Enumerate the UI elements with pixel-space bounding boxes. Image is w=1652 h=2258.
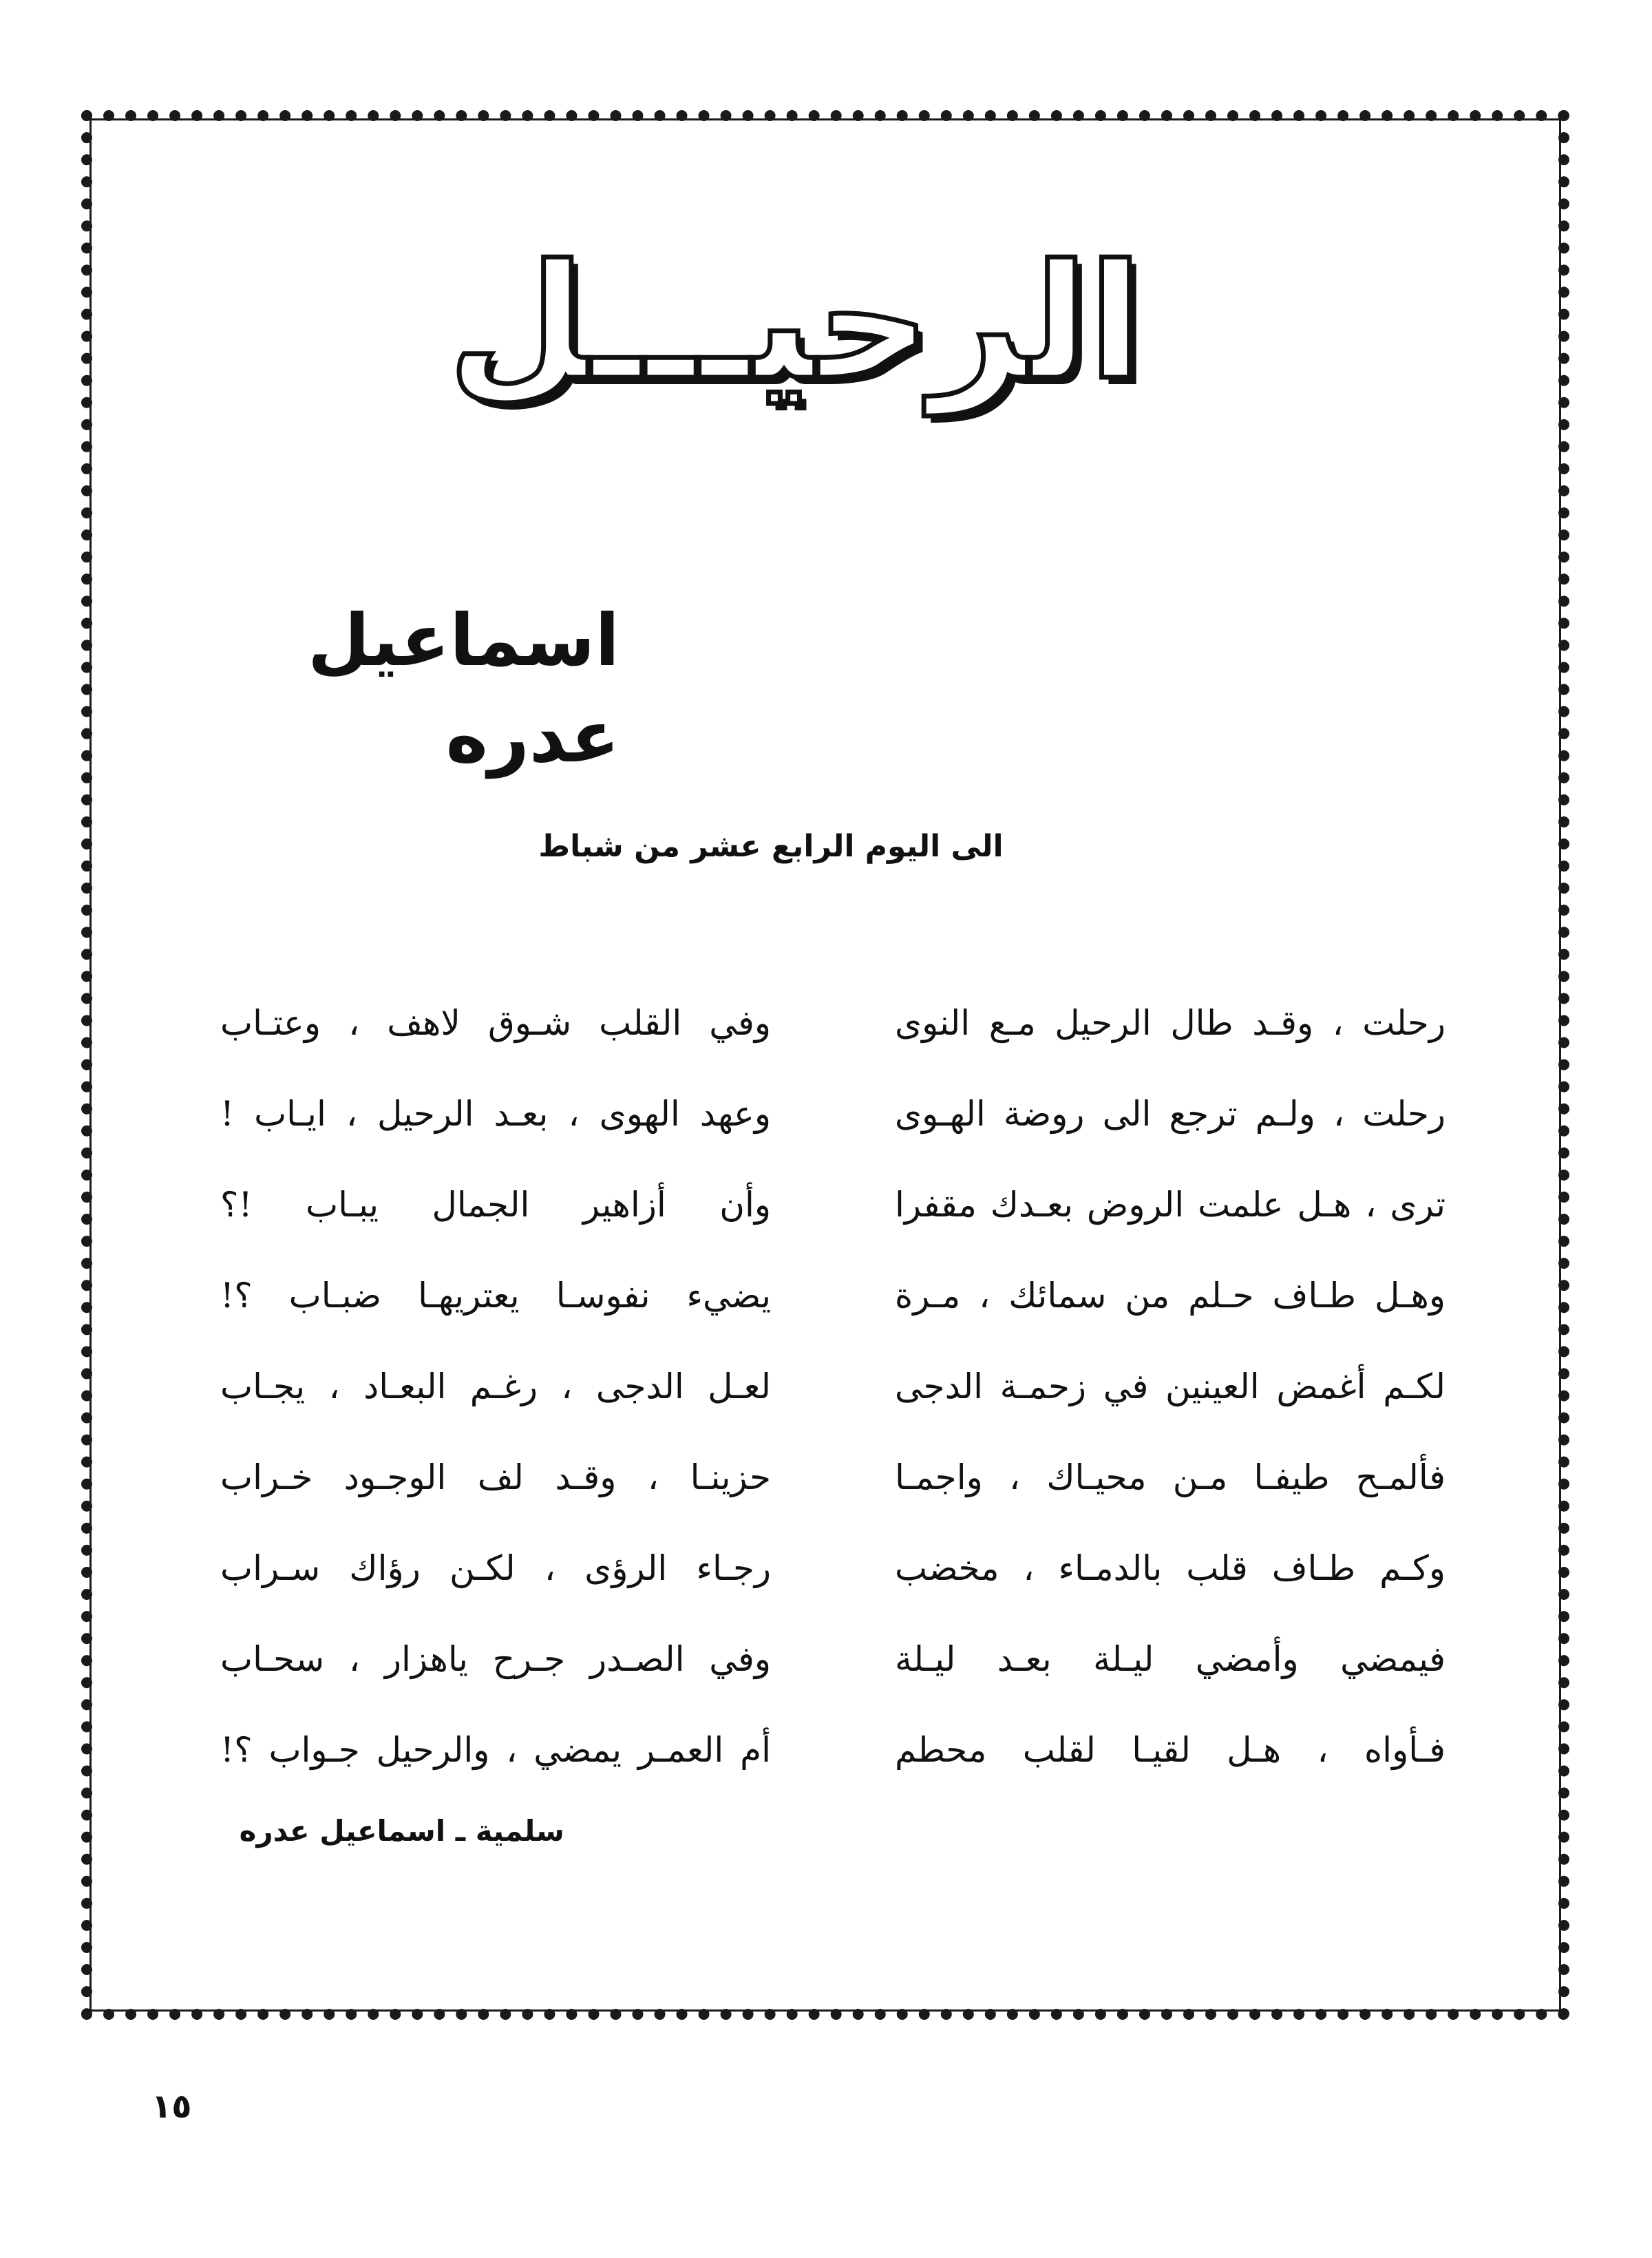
verse bbox=[220, 1705, 1446, 1795]
verse-second-half: وفي الصـدر جـرح ياهزار ، سحـاب bbox=[220, 1639, 771, 1679]
poem-title: الرحيـــل bbox=[447, 231, 1143, 415]
verse bbox=[220, 1250, 1446, 1341]
verse bbox=[220, 1614, 1446, 1705]
verse-second-half: لعـل الدجى ، رغـم البعـاد ، يجـاب bbox=[220, 1367, 771, 1406]
verse-second-half: أم العمـر يمضي ، والرحيل جـواب ؟! bbox=[220, 1730, 771, 1770]
verse-first-half: رحلت ، وقـد طال الرحيل مـع النوى bbox=[895, 1003, 1446, 1043]
page-number: ١٥ bbox=[151, 2087, 192, 2126]
verse bbox=[220, 1432, 1446, 1523]
signature-line: سلمية ـ اسماعيل عدره bbox=[239, 1814, 564, 1848]
verse-first-half: رحلت ، ولـم ترجع الى روضة الهـوى bbox=[895, 1094, 1446, 1134]
verse bbox=[220, 1068, 1446, 1159]
verse-second-half: رجـاء الرؤى ، لكـن رؤاك سـراب bbox=[220, 1548, 771, 1588]
dedication-line: الى اليوم الرابع عشر من شباط bbox=[538, 829, 1004, 864]
verse-first-half: فيمضي وأمضي ليـلة بعـد ليـلة bbox=[895, 1639, 1446, 1679]
author-name: اسماعيل عدره bbox=[307, 598, 620, 779]
verse-second-half: يضيء نفوسـا يعتريهـا ضبـاب ؟! bbox=[220, 1276, 771, 1316]
verse bbox=[220, 1341, 1446, 1432]
verse-second-half: حزينـا ، وقـد لف الوجـود خـراب bbox=[220, 1457, 771, 1497]
poem-body bbox=[220, 978, 1446, 1795]
verse-second-half: وفي القلب شـوق لاهف ، وعتـاب bbox=[220, 1003, 771, 1043]
verse-first-half: وكـم طـاف قلب بالدمـاء ، مخضب bbox=[895, 1548, 1446, 1588]
verse bbox=[220, 1523, 1446, 1614]
verse-second-half: وأن أزاهير الجمال يبـاب !؟ bbox=[220, 1185, 771, 1225]
verse-first-half: فألمـح طيفـا مـن محيـاك ، واجمـا bbox=[895, 1457, 1446, 1497]
verse-first-half: لكـم أغمض العينين في زحمـة الدجى bbox=[895, 1367, 1446, 1406]
verse-first-half: ترى ، هـل علمت الروض بعـدك مقفرا bbox=[895, 1185, 1446, 1225]
verse-second-half: وعهد الهوى ، بعـد الرحيل ، ايـاب ! bbox=[220, 1094, 771, 1134]
verse bbox=[220, 1159, 1446, 1250]
verse bbox=[220, 978, 1446, 1068]
verse-first-half: فـأواه ، هـل لقيـا لقلب محطم bbox=[895, 1730, 1446, 1770]
verse-first-half: وهـل طـاف حـلم من سمائك ، مـرة bbox=[895, 1276, 1446, 1316]
